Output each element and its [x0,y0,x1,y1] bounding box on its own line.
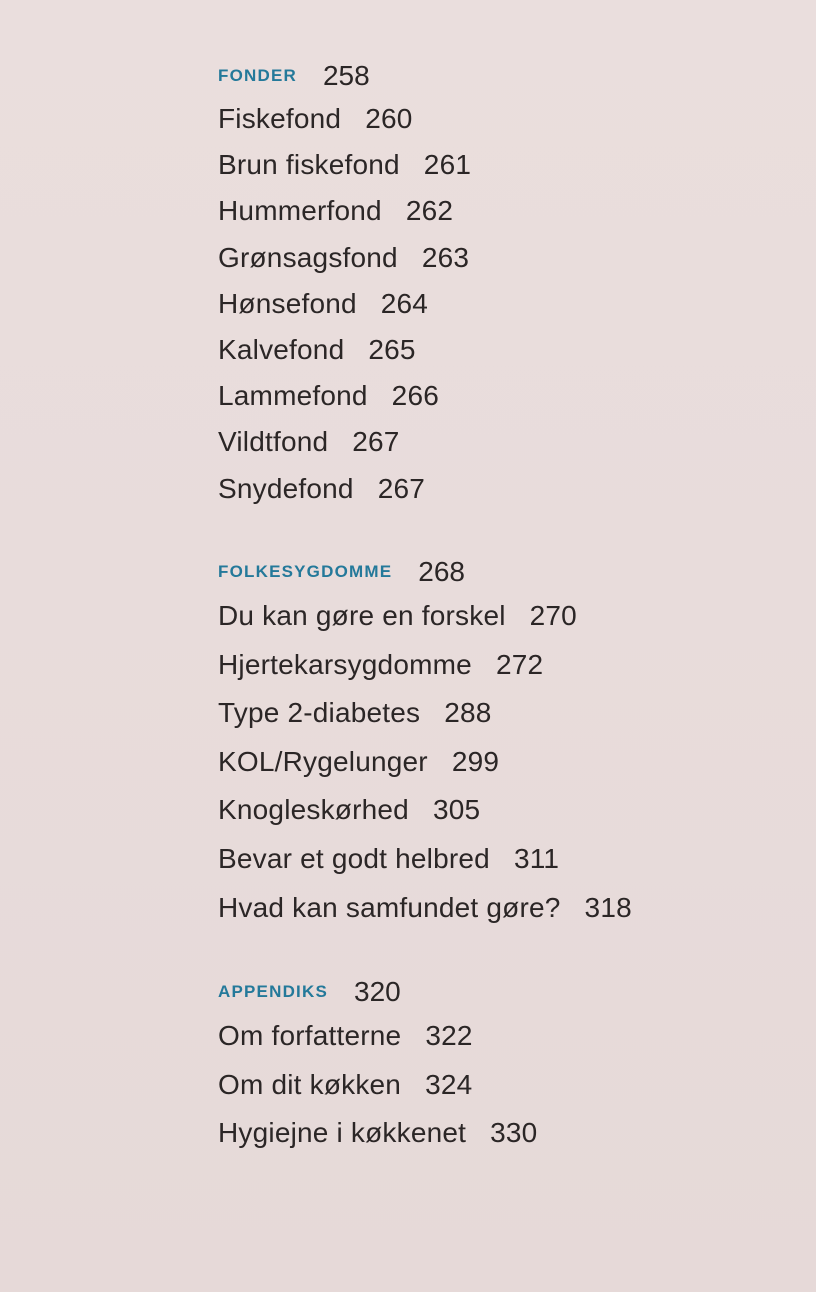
entry-label: Knogleskørhed [218,794,409,826]
entry-page-number: 324 [425,1068,473,1100]
entry-label: Brun fiskefond [218,149,400,181]
entry-list [218,1012,798,1158]
entry-label: Kalvefond [218,334,345,366]
entry-page-number: 299 [451,745,500,777]
entry-page-number: 261 [423,149,472,181]
entry-page-number: 288 [444,697,492,729]
section-page-number: 258 [322,60,370,91]
entry-page-number: 267 [352,426,400,458]
entry-label: Hønsefond [218,287,357,319]
entry-page-number: 264 [380,287,429,319]
entry-page-number: 266 [391,380,439,412]
entry-label: Om dit køkken [218,1068,402,1100]
toc-section-folkesygdomme [218,552,798,932]
toc-entry [218,1060,798,1109]
toc-entry [218,737,798,786]
entry-label: Type 2-diabetes [218,697,421,729]
entry-list [218,96,798,512]
entry-label: Hummerfond [218,195,382,227]
entry-page-number: 263 [421,241,470,273]
entry-page-number: 265 [368,334,416,366]
section-page-number: 320 [354,975,401,1007]
toc-entry [218,689,798,738]
entry-page-number: 322 [425,1020,473,1052]
toc-section-appendiks [218,972,798,1158]
section-heading [218,552,798,592]
toc-entry [218,96,798,142]
entry-label: Snydefond [218,472,354,504]
toc-entry [218,142,798,188]
section-title: APPENDIKS [218,981,328,1001]
entry-label: Bevar et godt helbred [218,842,490,874]
entry-list [218,592,798,932]
entry-page-number: 260 [365,103,413,135]
entry-label: Hvad kan samfundet gøre? [218,891,561,923]
entry-label: Grønsagsfond [218,241,398,273]
entry-page-number: 305 [432,794,481,826]
toc-entry [218,466,798,512]
toc-entry [218,419,798,465]
entry-label: Du kan gøre en forskel [218,599,506,631]
toc-entry [218,786,798,835]
toc-entry [218,883,798,932]
entry-page-number: 270 [529,599,577,631]
entry-page-number: 262 [405,195,454,227]
entry-label: Hygiejne i køkkenet [218,1117,467,1149]
table-of-contents [218,56,798,1158]
toc-section-fonder [218,56,798,512]
toc-entry [218,327,798,373]
entry-label: Hjertekarsygdomme [218,648,472,680]
entry-label: Om forfatterne [218,1020,402,1052]
entry-label: Fiskefond [218,103,342,135]
toc-entry [218,1109,798,1158]
section-heading [218,972,798,1012]
entry-label: KOL/Rygelunger [218,745,428,777]
toc-entry [218,281,798,327]
toc-entry [218,235,798,281]
section-page-number: 268 [418,555,465,587]
section-heading [218,56,798,96]
entry-page-number: 330 [490,1117,538,1149]
section-title: FOLKESYGDOMME [218,561,393,581]
toc-entry [218,640,798,689]
entry-page-number: 318 [584,891,632,923]
toc-entry [218,188,798,234]
section-title: FONDER [218,66,297,85]
entry-page-number: 267 [377,472,426,504]
entry-label: Lammefond [218,380,368,412]
toc-entry [218,835,798,884]
toc-entry [218,373,798,419]
entry-page-number: 272 [495,648,544,680]
entry-label: Vildtfond [218,426,329,458]
toc-entry [218,592,798,641]
toc-entry [218,1012,798,1061]
entry-page-number: 311 [513,842,560,874]
